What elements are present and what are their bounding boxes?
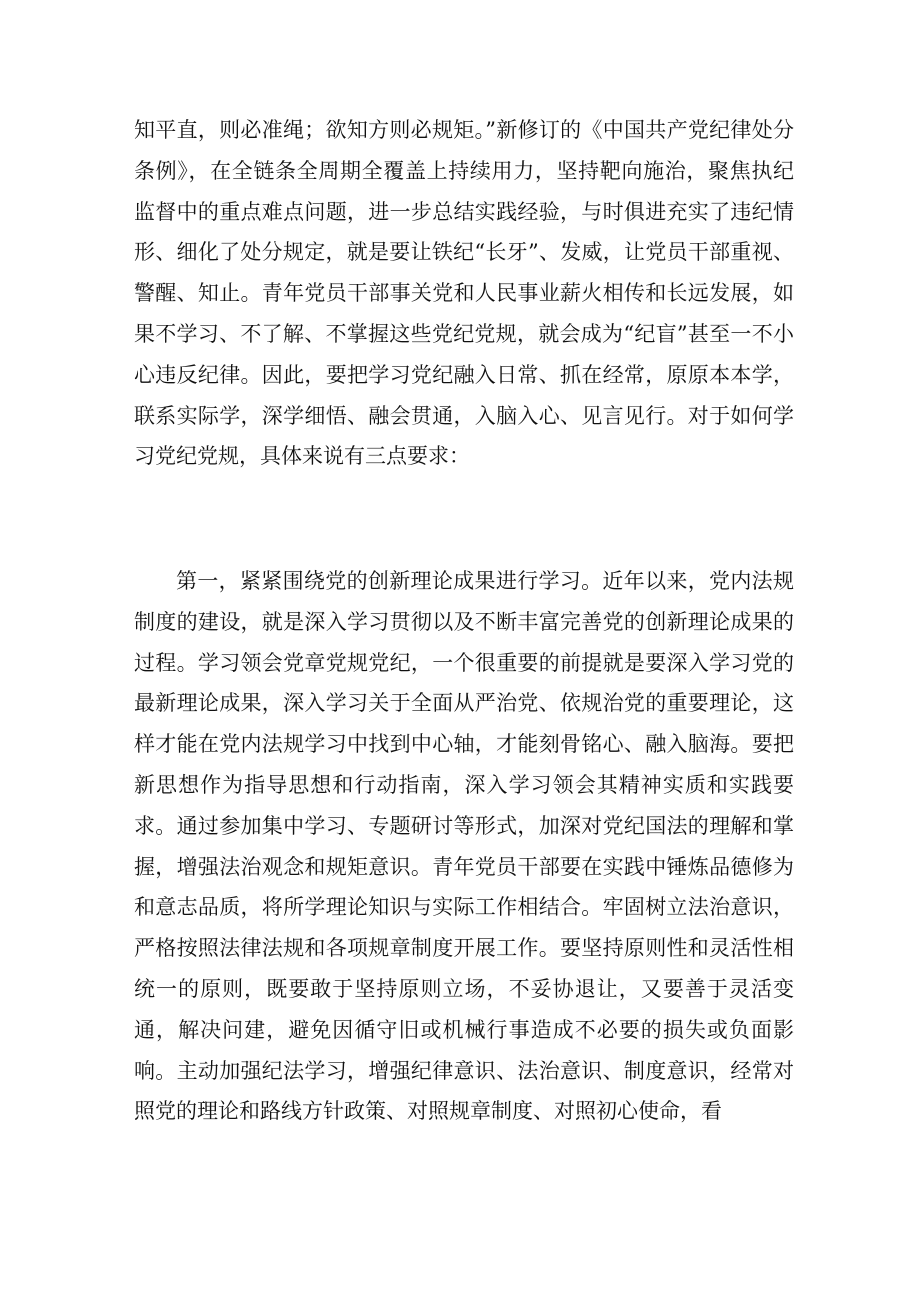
paragraph-first-requirement: 第一，紧紧围绕党的创新理论成果进行学习。近年以来，党内法规制度的建设，就是深入学习贯彻以及不断丰富完善党的创新理论成果的过程。学习领会党章党规党纪，一个很重要的前提就是要深入学习党的最新理论成果，深入学习关于全面从严治党、依规治党的重要理论，这样才能在党内法规学习中找到中心轴，才能刻骨铭心、融入脑海。要把新思想作为指导思想和行动指南，深入学习领会其精神实质和实践要求。通过参加集中学习、专题研讨等形式，加深对党纪国法的理解和掌握，增强法治观念和规矩意识。青年党员干部要在实践中锤炼品德修为和意志品质，将所学理论知识与实际工作相结合。牢固树立法治意识，严格按照法律法规和各项规章制度开展工作。要坚持原则性和灵活性相统一的原则，既要敢于坚持原则立场，不妥协退让，又要善于灵活变通，解决问建，避免因循守旧或机械行事造成不必要的损失或负面影响。主动加强纪法学习，增强纪律意识、法治意识、制度意识，经常对照党的理论和路线方针政策、对照规章制度、对照初心使命，看 xyxy=(134,569,794,1124)
paragraph-discipline-regulations: 知平直，则必准绳；欲知方则必规矩。”新修订的《中国共产党纪律处分条例》，在全链条全周期全覆盖上持续用力，坚持靶向施治，聚焦执纪监督中的重点难点问题，进一步总结实践经验，与时俱进充实了违纪情形、细化了处分规定，就是要让铁纪“长牙”、发威，让党员干部重视、警醒、知止。青年党员干部事关党和人民事业薪火相传和长远发展，如果不学习、不了解、不掌握这些党纪党规，就会成为“纪盲”甚至一不小心违反纪律。因此，要把学习党纪融入日常、抓在经常，原原本本学，联系实际学，深学细悟、融会贯通，入脑入心、见言见行。对于如何学习党纪党规，具体来说有三点要求： xyxy=(134,118,794,469)
